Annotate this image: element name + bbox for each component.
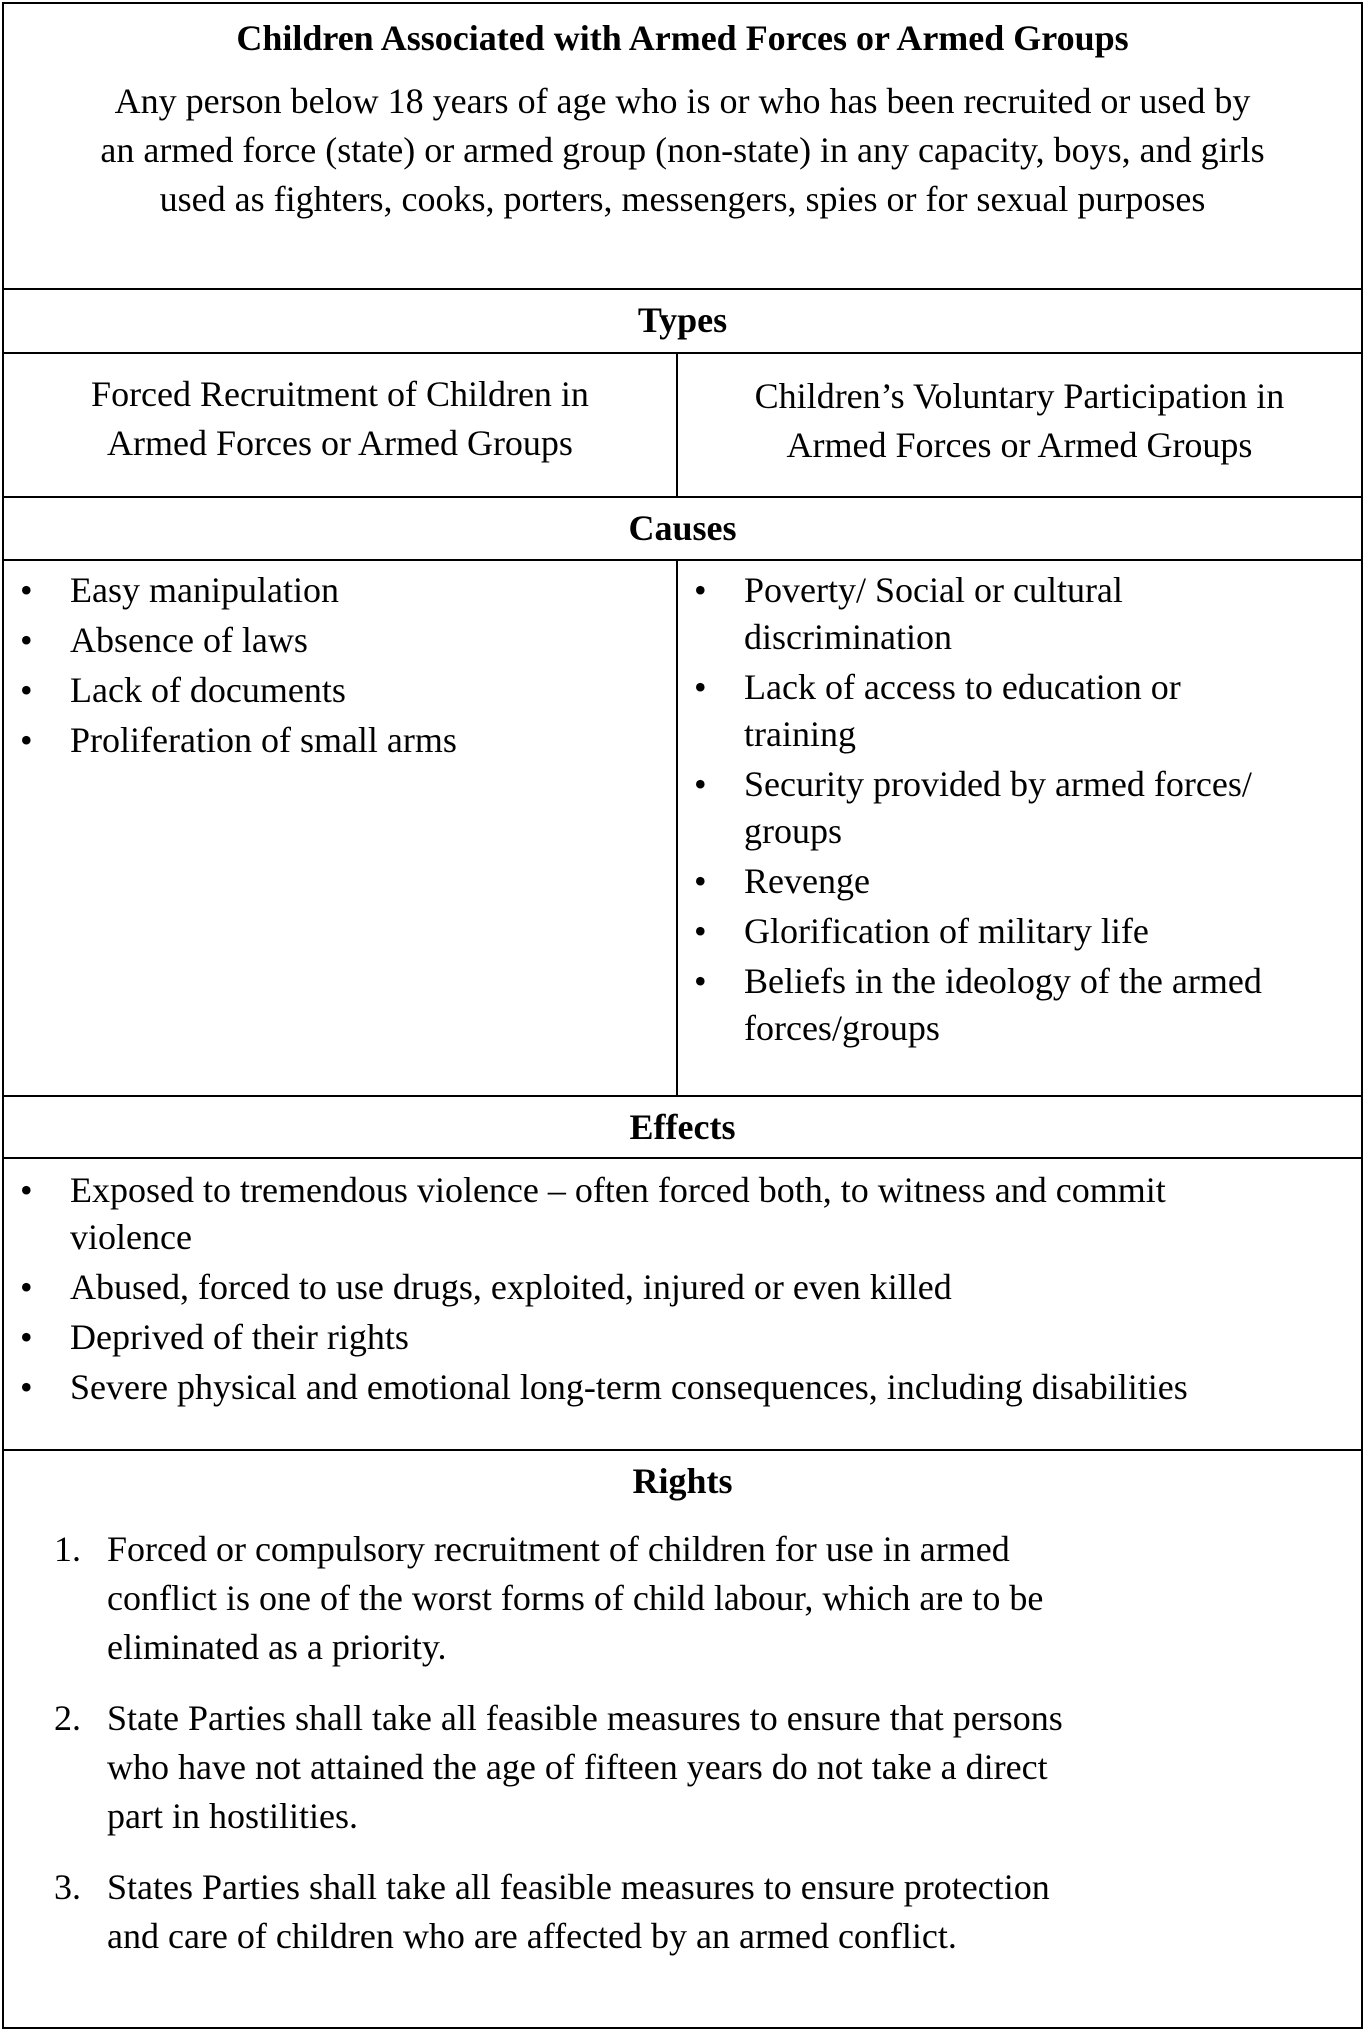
type-forced-line: Armed Forces or Armed Groups	[107, 423, 573, 463]
info-table	[2, 2, 1363, 2029]
definition-row	[4, 4, 1361, 290]
list-item-text: Severe physical and emotional long-term consequences, including disabilities	[70, 1367, 1188, 1407]
list-item	[4, 717, 676, 764]
type-forced-text	[4, 354, 676, 468]
causes-voluntary-cell	[678, 561, 1361, 1095]
list-item	[4, 1264, 1361, 1311]
list-item-text: Glorification of military life	[744, 911, 1149, 951]
list-item-text: training	[744, 714, 856, 754]
rights-list	[4, 1511, 1361, 1961]
list-item	[678, 908, 1361, 955]
list-item-text: Poverty/ Social or cultural	[744, 570, 1123, 610]
bullet-glyph: •	[20, 570, 33, 610]
bullet-glyph: •	[694, 570, 707, 610]
list-item	[678, 858, 1361, 905]
list-item	[4, 617, 676, 664]
table-title: Children Associated with Armed Forces or Armed Groups	[236, 18, 1129, 58]
list-item	[678, 958, 1361, 1052]
rights-heading: Rights	[632, 1461, 733, 1501]
type-voluntary-line: Armed Forces or Armed Groups	[786, 425, 1253, 465]
types-heading: Types	[637, 300, 728, 340]
list-number: 2.	[54, 1698, 81, 1738]
list-item-text: Forced or compulsory recruitment of children for use in armed	[107, 1529, 1010, 1569]
bullet-glyph: •	[694, 861, 707, 901]
list-item	[678, 664, 1361, 758]
list-item-text: Deprived of their rights	[70, 1317, 409, 1357]
types-heading-row	[4, 290, 1361, 354]
list-item-text: Exposed to tremendous violence – often forced both, to witness and commit	[70, 1170, 1166, 1210]
list-item-text: Absence of laws	[70, 620, 308, 660]
list-item-text: Security provided by armed forces/	[744, 764, 1252, 804]
list-item-text: Lack of access to education or	[744, 667, 1181, 707]
list-item-text: Revenge	[744, 861, 870, 901]
list-item-text: groups	[744, 811, 842, 851]
list-item	[4, 567, 676, 614]
definition-text	[4, 58, 1361, 224]
causes-voluntary-list	[678, 561, 1361, 1052]
list-item-text: Beliefs in the ideology of the armed	[744, 961, 1262, 1001]
bullet-glyph: •	[20, 1367, 33, 1407]
list-item	[4, 1314, 1361, 1361]
list-item-text: Proliferation of small arms	[70, 720, 457, 760]
effects-heading-row	[4, 1097, 1361, 1159]
bullet-glyph: •	[20, 620, 33, 660]
list-item-text: part in hostilities.	[107, 1796, 358, 1836]
list-item-text: States Parties shall take all feasible measures to ensure protection	[107, 1867, 1050, 1907]
list-item	[678, 761, 1361, 855]
list-item-text: who have not attained the age of fifteen years do not take a direct	[107, 1747, 1048, 1787]
list-item-text: Lack of documents	[70, 670, 346, 710]
causes-forced-list	[4, 561, 676, 764]
effects-row	[4, 1159, 1361, 1451]
bullet-glyph: •	[694, 667, 707, 707]
causes-row	[4, 561, 1361, 1097]
list-item	[4, 1364, 1361, 1411]
causes-forced-cell	[4, 561, 678, 1095]
bullet-glyph: •	[20, 670, 33, 710]
list-item-text: Abused, forced to use drugs, exploited, injured or even killed	[70, 1267, 952, 1307]
bullet-glyph: •	[694, 764, 707, 804]
causes-heading-row	[4, 498, 1361, 561]
type-forced-line: Forced Recruitment of Children in	[91, 374, 589, 414]
list-item-text: and care of children who are affected by an armed conflict.	[107, 1916, 957, 1956]
list-item	[4, 667, 676, 714]
type-voluntary-text	[678, 354, 1361, 470]
list-item-text: eliminated as a priority.	[107, 1627, 447, 1667]
list-item-text: violence	[70, 1217, 192, 1257]
list-item	[678, 567, 1361, 661]
list-item-text: Easy manipulation	[70, 570, 339, 610]
bullet-glyph: •	[20, 1170, 33, 1210]
bullet-glyph: •	[20, 720, 33, 760]
definition-line: Any person below 18 years of age who is or who has been recruited or used by	[114, 81, 1251, 121]
types-row	[4, 354, 1361, 498]
bullet-glyph: •	[20, 1267, 33, 1307]
bullet-glyph: •	[20, 1317, 33, 1357]
list-item-text: discrimination	[744, 617, 952, 657]
causes-heading: Causes	[628, 508, 737, 548]
definition-line: an armed force (state) or armed group (non-state) in any capacity, boys, and girls	[100, 130, 1265, 170]
list-item	[4, 1167, 1361, 1261]
rights-row	[4, 1451, 1361, 2027]
list-item	[4, 1694, 1361, 1841]
list-number: 1.	[54, 1529, 81, 1569]
effects-list	[4, 1159, 1361, 1411]
type-voluntary-line: Children’s Voluntary Participation in	[754, 376, 1285, 416]
list-item	[4, 1863, 1361, 1961]
list-item-text: State Parties shall take all feasible measures to ensure that persons	[107, 1698, 1063, 1738]
bullet-glyph: •	[694, 961, 707, 1001]
list-item-text: conflict is one of the worst forms of child labour, which are to be	[107, 1578, 1044, 1618]
type-voluntary-cell	[678, 354, 1361, 496]
effects-heading: Effects	[629, 1107, 736, 1147]
list-item	[4, 1525, 1361, 1672]
list-number: 3.	[54, 1867, 81, 1907]
bullet-glyph: •	[694, 911, 707, 951]
definition-line: used as fighters, cooks, porters, messengers, spies or for sexual purposes	[159, 179, 1206, 219]
list-item-text: forces/groups	[744, 1008, 940, 1048]
type-forced-cell	[4, 354, 678, 496]
